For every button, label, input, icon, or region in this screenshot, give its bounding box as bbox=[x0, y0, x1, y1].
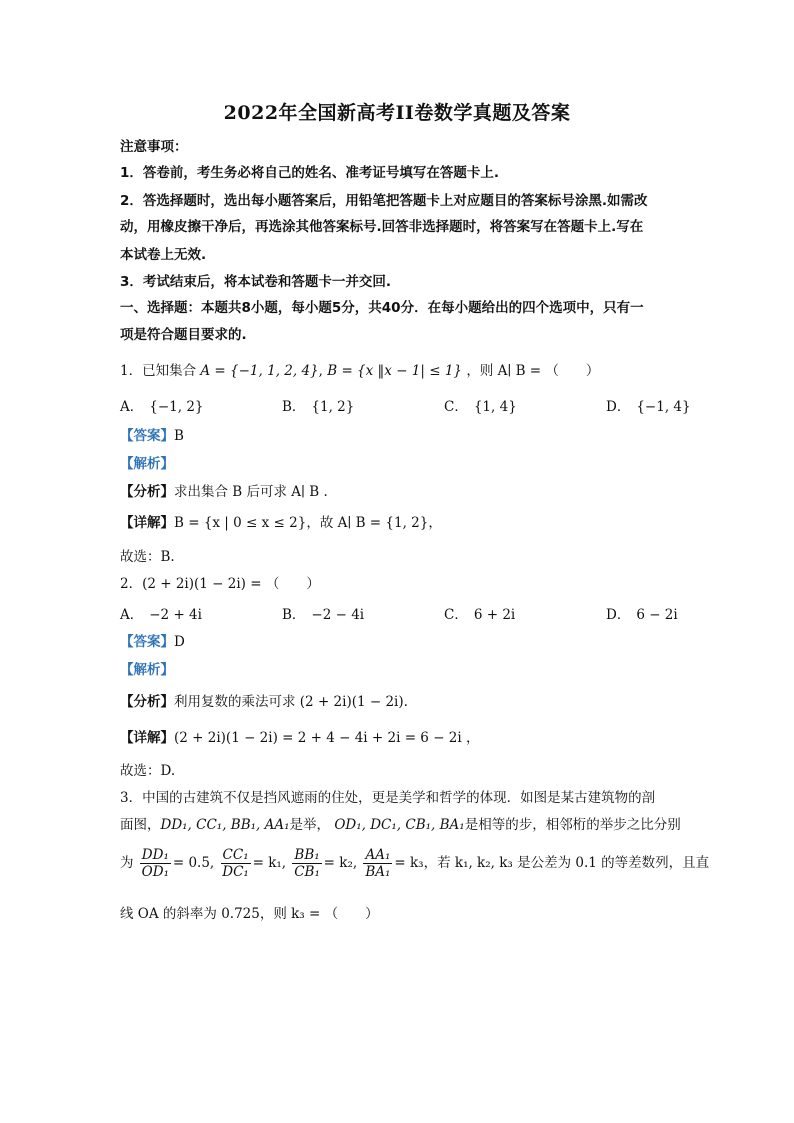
section-1-heading-line-1: 一、选择题：本题共8小题，每小题5分，共40分．在每小题给出的四个选项中，只有一 bbox=[120, 300, 644, 316]
q2-jiexi bbox=[120, 660, 174, 680]
q2-fenxi bbox=[120, 692, 408, 712]
q1-fenxi-text: 求出集合 B 后可求 A∣ B . bbox=[174, 484, 328, 500]
q1-option-c-label: C． bbox=[444, 399, 468, 415]
q2-option-a-label: A． bbox=[120, 607, 144, 623]
q2-answer-tag: 【答案】 bbox=[120, 634, 174, 650]
question-3-line-2 bbox=[120, 815, 681, 835]
q3-line-3-suffix: ，若 k₁, k₂, k₃ 是公差为 0.1 的等差数列，且直 bbox=[423, 855, 710, 871]
q3-line-2-suffix: 是相等的步，相邻桁的举步之比分别 bbox=[464, 817, 681, 833]
q2-option-c-value: 6 + 2i bbox=[473, 607, 516, 623]
q3-fraction-3-denominator: CB₁ bbox=[294, 864, 320, 880]
q1-option-b-value: {1, 2} bbox=[311, 399, 355, 415]
q1-option-a-value: {−1, 2} bbox=[149, 399, 204, 415]
q3-fraction-3-numerator: BB₁ bbox=[294, 847, 320, 863]
q3-fraction-3-eq: = k₂, bbox=[323, 855, 358, 871]
q3-fraction-2-numerator: CC₁ bbox=[222, 847, 249, 863]
q2-option-c bbox=[444, 605, 515, 625]
q1-option-d bbox=[606, 397, 691, 417]
q3-fraction-4-eq: = k₃ bbox=[394, 855, 424, 871]
notice-heading: 注意事项： bbox=[120, 139, 188, 155]
q1-answer bbox=[120, 426, 184, 446]
q3-fraction-1-numerator: DD₁ bbox=[141, 847, 169, 863]
notice-item-2-line-2: 动，用橡皮擦干净后，再选涂其他答案标号.回答非选择题时，将答案写在答题卡上.写在 bbox=[120, 219, 644, 235]
q3-fraction-2-eq: = k₁, bbox=[252, 855, 287, 871]
q1-fenxi bbox=[120, 482, 328, 502]
q1-answer-value: B bbox=[174, 428, 184, 444]
q1-option-c-value: {1, 4} bbox=[473, 399, 517, 415]
q1-stem-suffix: ，则 A∣ B = （ ） bbox=[466, 363, 600, 379]
q3-line-2-prefix: 面图， bbox=[120, 817, 161, 833]
q2-fenxi-text: 利用复数的乘法可求 (2 + 2i)(1 − 2i). bbox=[174, 694, 408, 710]
q2-option-b-label: B． bbox=[282, 607, 306, 623]
question-3-line-1: 3．中国的古建筑不仅是挡风遮雨的住处，更是美学和哲学的体现．如图是某古建筑物的剖 bbox=[120, 790, 656, 806]
q2-option-a bbox=[120, 605, 202, 625]
q2-fenxi-tag: 【分析】 bbox=[120, 694, 174, 710]
q1-option-a bbox=[120, 397, 204, 417]
q2-option-c-label: C． bbox=[444, 607, 468, 623]
q1-answer-tag: 【答案】 bbox=[120, 428, 174, 444]
q3-fraction-1-eq: = 0.5, bbox=[172, 855, 215, 871]
q3-fraction-1-denominator: OD₁ bbox=[141, 864, 169, 880]
q3-ju-list: DD₁, CC₁, BB₁, AA₁ bbox=[160, 817, 290, 833]
q2-conclusion: 故选：D. bbox=[120, 763, 176, 779]
q3-line-3-prefix: 为 bbox=[120, 855, 134, 871]
q2-option-d bbox=[606, 605, 678, 625]
q1-option-b bbox=[282, 397, 354, 417]
notice-item-2-line-1: 2．答选择题时，选出每小题答案后，用铅笔把答题卡上对应题目的答案标号涂黑.如需改 bbox=[120, 193, 648, 209]
q1-stem-prefix: 1．已知集合 bbox=[120, 363, 197, 379]
q3-fraction-2 bbox=[221, 847, 251, 880]
q3-fraction-2-denominator: DC₁ bbox=[222, 864, 249, 880]
notice-item-3: 3．考试结束后，将本试卷和答题卡一并交回. bbox=[120, 274, 392, 290]
section-1-heading-line-2: 项是符合题目要求的. bbox=[120, 327, 247, 343]
notice-item-1: 1．答卷前，考生务必将自己的姓名、准考证号填写在答题卡上. bbox=[120, 165, 500, 181]
question-3-line-4: 线 OA 的斜率为 0.725，则 k₃ = （ ） bbox=[120, 906, 379, 922]
q1-option-c bbox=[444, 397, 517, 417]
page-title: 2022年全国新高考II卷数学真题及答案 bbox=[223, 102, 571, 124]
q3-fraction-3 bbox=[292, 847, 321, 880]
question-3-line-3 bbox=[120, 846, 709, 880]
q3-line-2-mid: 是举， bbox=[289, 817, 331, 833]
q1-option-a-label: A． bbox=[120, 399, 144, 415]
q1-set-b: B = {x ‖x − 1| ≤ 1} bbox=[327, 363, 463, 379]
q2-option-b bbox=[282, 605, 364, 625]
q1-jiexi-tag: 【解析】 bbox=[120, 456, 174, 472]
q2-answer-value: D bbox=[174, 634, 185, 650]
q1-xiangjie-tag: 【详解】 bbox=[120, 515, 174, 531]
q2-option-a-value: −2 + 4i bbox=[149, 607, 202, 623]
q3-fraction-4-denominator: BA₁ bbox=[365, 864, 391, 880]
question-1-stem: 1．已知集合 A = {−1, 1, 2, 4}, B = {x ‖x − 1| ≤ 1} ，则 A∣ B = （ ） bbox=[120, 363, 600, 379]
q1-option-b-label: B． bbox=[282, 399, 306, 415]
q2-xiangjie bbox=[120, 728, 480, 748]
q2-answer bbox=[120, 632, 185, 652]
q3-fraction-4 bbox=[363, 847, 392, 880]
q2-xiangjie-tag: 【详解】 bbox=[120, 730, 174, 746]
q2-option-d-label: D． bbox=[606, 607, 631, 623]
q2-option-b-value: −2 − 4i bbox=[311, 607, 365, 623]
q1-set-a: A = {−1, 1, 2, 4} bbox=[200, 363, 319, 379]
q2-xiangjie-text: (2 + 2i)(1 − 2i) = 2 + 4 − 4i + 2i = 6 − 2i ， bbox=[174, 730, 480, 746]
q3-fraction-1 bbox=[140, 847, 171, 880]
q2-option-d-value: 6 − 2i bbox=[636, 607, 678, 623]
q1-jiexi bbox=[120, 454, 174, 474]
q1-fenxi-tag: 【分析】 bbox=[120, 484, 174, 500]
notice-item-2-line-3: 本试卷上无效. bbox=[120, 247, 207, 263]
q1-xiangjie bbox=[120, 513, 442, 533]
q3-fraction-4-numerator: AA₁ bbox=[365, 847, 391, 863]
q1-option-d-label: D． bbox=[606, 399, 631, 415]
question-2-stem: 2．(2 + 2i)(1 − 2i) = （ ） bbox=[120, 576, 320, 592]
q1-option-d-value: {−1, 4} bbox=[636, 399, 691, 415]
q2-jiexi-tag: 【解析】 bbox=[120, 662, 174, 678]
q1-xiangjie-text: B = {x | 0 ≤ x ≤ 2}，故 A∣ B = {1, 2}， bbox=[174, 515, 442, 531]
q1-conclusion: 故选：B. bbox=[120, 549, 175, 565]
q3-bu-list: OD₁, DC₁, CB₁, BA₁ bbox=[334, 817, 465, 833]
